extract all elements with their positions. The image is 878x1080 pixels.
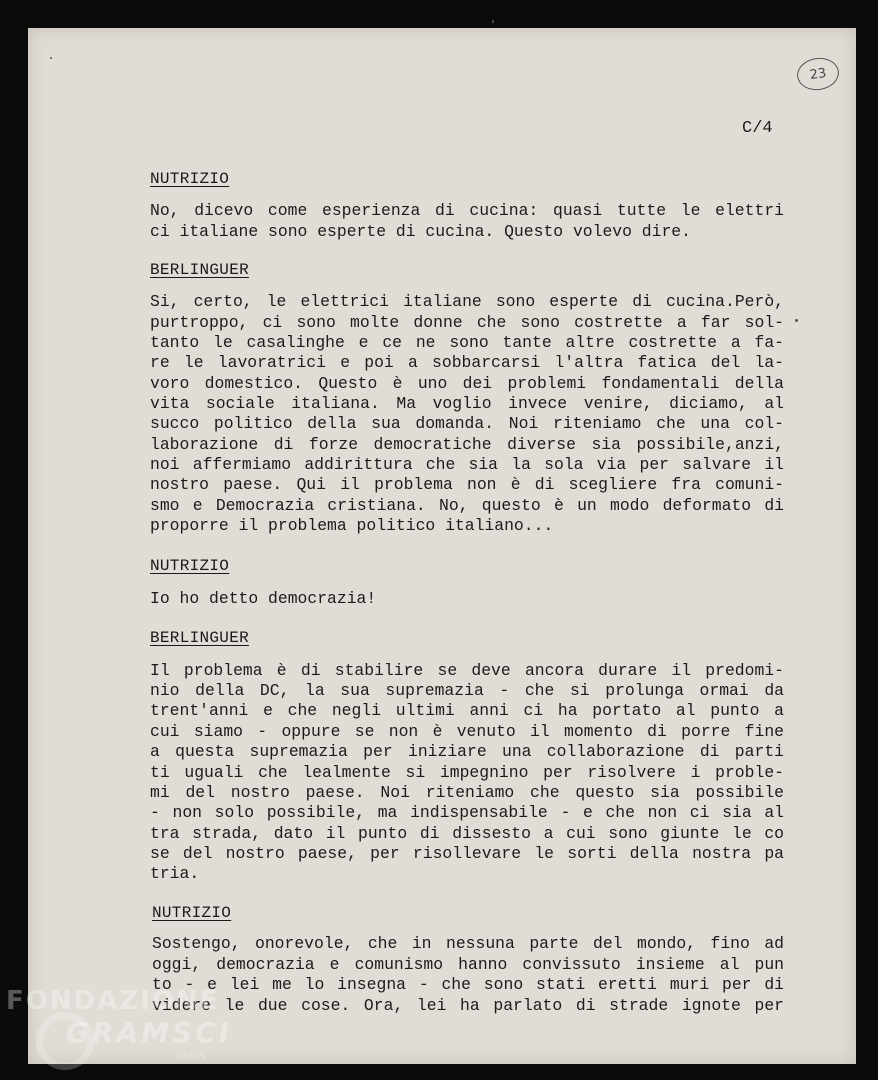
text-line: ci italiane sono esperte di cucina. Questo volevo dire. bbox=[150, 222, 691, 241]
text-line: trent'anni e che negli ultimi anni ci ha portato al punto a bbox=[150, 701, 784, 720]
speaker-heading: BERLINGUER bbox=[150, 261, 250, 279]
text-line: nio della DC, la sua supremazia - che si prolunga ormai da bbox=[150, 681, 784, 700]
text-line: tria. bbox=[150, 864, 200, 883]
text-line: succo politico della sua domanda. Noi riteniamo che una col- bbox=[150, 414, 784, 433]
text-line: Sostengo, onorevole, che in nessuna parte del mondo, fino ad bbox=[152, 934, 784, 953]
text-line: tanto le casalinghe e ce ne sono tante altre costrette a fa- bbox=[150, 333, 784, 352]
text-line: Io ho detto democrazia! bbox=[150, 589, 377, 608]
text-line: tra strada, dato il punto di dissesto a cui sono giunte le co bbox=[150, 824, 784, 843]
text-line: re le lavoratrici e poi a sobbarcarsi l'altra fatica del la- bbox=[150, 353, 784, 372]
text-line: noi affermiamo addirittura che sia la sola via per salvare il bbox=[150, 455, 784, 474]
text-line: Si, certo, le elettrici italiane sono esperte di cucina.Però, bbox=[150, 292, 784, 311]
text-line: - non solo possibile, ma indispensabile - e che non ci sia al bbox=[150, 803, 784, 822]
paper-speck bbox=[492, 20, 494, 23]
text-line: vita sociale italiana. Ma voglio invece venire, diciamo, al bbox=[150, 394, 784, 413]
text-line: videre le due cose. Ora, lei ha parlato di strade ignote per bbox=[152, 996, 784, 1015]
text-line: oggi, democrazia e comunismo hanno convissuto insieme al pun bbox=[152, 955, 784, 974]
text-line: Il problema è di stabilire se deve ancora durare il predomi- bbox=[150, 661, 784, 680]
text-line: mi del nostro paese. Noi riteniamo che questo sia possibile bbox=[150, 783, 784, 802]
text-line: laborazione di forze democratiche diverse sia possibile,anzi, bbox=[150, 435, 784, 454]
text-line: to - e lei me lo insegna - che sono stati eretti muri per di bbox=[152, 975, 784, 994]
text-line: smo e Democrazia cristiana. No, questo è un modo deformato di bbox=[150, 496, 784, 515]
paper-speck bbox=[50, 57, 52, 59]
watermark-line-1: FONDAZIONE bbox=[6, 986, 220, 1016]
watermark-line-3: onlus bbox=[176, 1049, 206, 1062]
speaker-heading: NUTRIZIO bbox=[150, 170, 230, 188]
text-line: No, dicevo come esperienza di cucina: quasi tutte le elettri bbox=[150, 201, 784, 220]
watermark-line-2: GRAMSCI bbox=[66, 1016, 233, 1049]
page-reference: C/4 bbox=[742, 119, 773, 138]
archive-stamp: 23 bbox=[795, 55, 841, 93]
text-line: purtroppo, ci sono molte donne che sono costrette a far sol- bbox=[150, 313, 784, 332]
text-line: proporre il problema politico italiano... bbox=[150, 516, 554, 535]
speaker-heading: BERLINGUER bbox=[150, 629, 250, 647]
text-line: voro domestico. Questo è uno dei problemi fondamentali della bbox=[150, 374, 784, 393]
text-line: cui siamo - oppure se non è venuto il momento di porre fine bbox=[150, 722, 784, 741]
text-line: a questa supremazia per iniziare una collaborazione di parti bbox=[150, 742, 784, 761]
text-line: nostro paese. Qui il problema non è di scegliere fra comuni- bbox=[150, 475, 784, 494]
speaker-heading: NUTRIZIO bbox=[150, 557, 230, 575]
text-line: ti uguali che lealmente si impegnino per risolvere i proble- bbox=[150, 763, 784, 782]
text-line: se del nostro paese, per risollevare le sorti della nostra pa bbox=[150, 844, 784, 863]
paper-speck bbox=[795, 319, 798, 322]
speaker-heading: NUTRIZIO bbox=[152, 904, 232, 922]
